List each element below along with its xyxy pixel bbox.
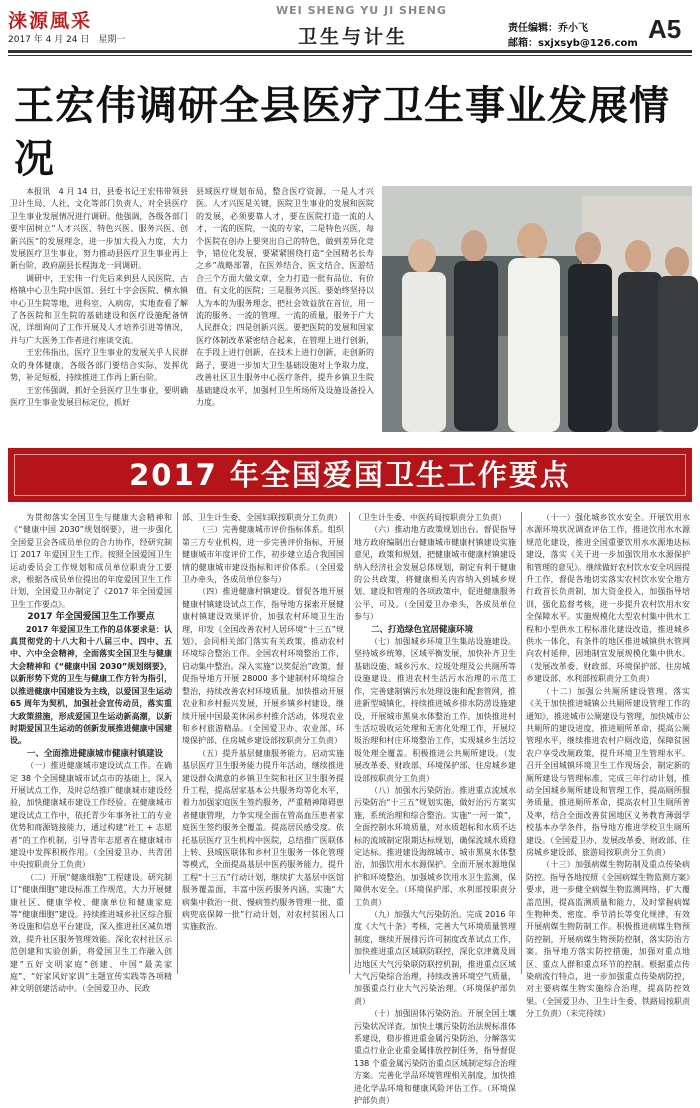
paragraph: 2017 年爱国卫生工作的总体要求是：认真贯彻党的十八大和十八届三中、四中、五中、六中全会精神，全面落实全国卫生与健康大会精神和《“健康中国 2030”规划纲要》，以新形势下党的卫生与健康工作方针为指引，以推进健康中国建设为主线，以爱国卫生运动 65 周年为契机，加强社会宣传动员，落实重大政策措施，形成爱国卫生运动新高潮，以新时期爱国卫生运动的创新发展推进健康中国建设。 [10, 624, 172, 746]
page-number: A5 [648, 14, 682, 44]
paragraph: 本报讯 4 月 14 日，县委书记王宏伟带领县卫计生局、人社、文化等部门负责人，对全县医疗卫生事业发展情况进行调研。他强调，各级各部门要牢固树立“人才兴医、特色兴医、服务兴医、创新兴医”的发展理念，进一步加大投入力度，大力发展医疗卫生事业，努力推动县医疗卫生事业再上新台阶，政府副县长程海龙一同调研。 [10, 187, 188, 271]
paragraph: （十）加强固体污染防治。开展全国土壤污染状况详查，加快土壤污染防治法规标准体系建设，稳步推进重金属污染防治，分解落实重点行业企业重金属排放控制任务，指导督促 138 个重金属污染防治重点区域制定综合治理方案。完善化学品环境管理相关制度，加快推进化学品环境和健康风险评估工作。（环境保护部负责） [354, 1009, 516, 1106]
paragraph: （九）加强大气污染防治。完成 2016 年度《大气十条》考核，完善大气环境质量管理制度，继续开展排污许可制度改革试点工作，加快推进重点区域联防联控，深化京津冀及周边地区大气污染联防联控机制，推进重点区域大气污染综合治理，持续改善环境空气质量，加强重点行业大气污染治理。（环境保护部负责） [354, 910, 516, 1006]
paragraph: 调研中，王宏伟一行先后来到县人民医院、古格镇中心卫生院中医馆、县红十字会医院、横水镇中心卫生院等地，进科室、入病房，实地查看了解了各医院和卫生院的基础建设和医疗设施配备情况，详细询问了工作开展及人才培养引进等情况，并与广大医务工作者进行座谈交流。 [10, 273, 188, 345]
article1-column-2 [196, 186, 374, 442]
section-heading: 二、打造绿色宜居健康环境 [371, 624, 474, 635]
editor-email: 邮箱：sxjxsyb@126.com [508, 38, 638, 49]
column-divider [349, 512, 350, 974]
article-headline: 王宏伟调研全县医疗卫生事业发展情况 [14, 83, 670, 182]
paragraph: （十二）加强公共厕所建设管理。落实《关于加快推进城镇公共厕所建设管理工作的通知》，推进城市公厕建设与管理，加快城市公共厕所的建设进度，推进厕所革命，提高公厕管理水平，继续推进农村户厕改造，保障贫困农户享受改厕政策，提升环境卫生管理水平。召开全国城镇环境卫生工作现场会，制定新的厕所建设与管理标准，完成三年行动计划，推动全国城乡厕所建设和管理工作，提高厕所服务质量，推进厕所革命，提高农村卫生厕所普及率，结合全面改善贫困地区义务教育薄弱学校基本办学条件，指导地方推进学校卫生厕所建设。（全国爱卫办、发展改革委、财政部、住房城乡建设部、旅游局按职责分工负责） [526, 686, 690, 857]
paragraph: 为贯彻落实全国卫生与健康大会精神和《“健康中国 2030”规划纲要》，进一步强化全国爱卫会各成员单位的合力协作，经研究制订 2017 年爱国卫生工作。按照全国爱国卫生运动委员会工作规划和成员单位职责分工要求，根据各成员单位提出的年度爱国卫生工作计划，全国爱卫办制定了《2017 年全国爱国卫生工作要点》。 [10, 513, 172, 609]
paragraph: （六）推动地方政策规划出台。督促指导地方政府编制出台健康城市健康村镇建设实施意见，政策和规划，把健康城市健康村镇建设纳入经济社会发展总体规划，制定有利于健康的公共政策，将健康相关内容纳入到城乡规划、建设和管理的各项政策中，促进健康服务公平、可及。（全国爱卫办牵头，各成员单位参与） [354, 525, 516, 622]
paragraph: （三）完善健康城市评价指标体系。组织第三方专业机构，进一步完善评价指标，开展健康城市年度评价工作，初步建立适合我国国情的健康城市建设指标和评价体系。（全国爱卫办牵头，各成员单位参与） [182, 525, 344, 585]
article2-column-2 [182, 512, 344, 974]
article1-column-1 [10, 186, 188, 442]
column-divider [177, 512, 178, 974]
article2-subhead: 2017 年全国爱国卫生工作要点 [27, 612, 155, 623]
column-divider [521, 512, 522, 974]
paragraph: （十一）强化城乡饮水安全。开展饮用水水源环境状况调查评估工作，推进饮用水水源规范化建设，推进全国重要饮用水水源地达标建设，落实《关于进一步加强饮用水水源保护和管理的意见》。继续做好农村饮水安全巩固提升工作，督促各地切实落实农村饮水安全地方行政首长负责制，加大资金投入，加强指导培训，强化监督考核，进一步提升农村饮用水安全保障水平。实施规模化大型农村集中供水工程和小型供水工程标准化建设改造，推进城乡供水一体化，有条件的地区推进城镇供水管网向农村延伸，因地制宜发展规模化集中供水。（发展改革委、财政部、环境保护部、住房城乡建设部、水利部按职责分工负责） [526, 513, 690, 684]
paragraph: （二）开展“健康细胞”工程建设。研究制订“健康细胞”建设标准工作规范，大力开展健康社区、健康学校、健康单位和健康家庭等“健康细胞”建设。持续推进城乡社区综合服务设施和信息平台建设，深入推进社区减负增效，提升社区服务管理效能。深化农村社区示范创建和实验创新，将爱国卫生工作融入创建“五好文明家庭”创建、中国“最美家庭”、“好家风好家训”主题宣传实践等各项精神文明创建活动中。（全国爱卫办、民政 [10, 872, 172, 994]
paragraph: 部、卫生计生委、全国妇联按职责分工负责） [182, 513, 342, 522]
paragraph: （四）推进健康村镇建设。督促各地开展健康村镇建设试点工作，指导地方探索开展健康村镇建设效果评价，加强农村环境卫生治理，印发《全国改善农村人居环境“十三五”规划》，会同相关部门落实有关政策，推动农村环境综合整治工作。全国农村环境整治工作，启动集中整治。深入实施“以奖促治”政策，督促指导地方开展 28000 多个建制村环境综合整治，持续改善农村环境质量。加快推动开展农业和乡村振兴发展，开展乡镇乡村建设，继续开展中国最美休闲乡村推介活动，体现农业和乡村旅游精品。（全国爱卫办、农业部、环境保护部、住房城乡建设部按职责分工负责） [182, 587, 344, 746]
news-photo [382, 186, 692, 432]
section-pinyin: WEI SHENG YU JI SHENG [276, 4, 447, 17]
paragraph: （八）加强水污染防治。推进重点流域水污染防治“十三五”规划实施，做好治污方案实施，系统治理和综合整治。实施“一河一策”，全面控制水环境质量，对水质超标和水质不达标的流域制定限期达标规划，确保流域水质稳定达标。推进建设海绵城市、城市黑臭水体整治，加强饮用水水源保护。全面开展水源地保护和环境整治，加强城乡饮用水卫生监测，保障供水安全。（环境保护部、水利部按职责分工负责） [354, 785, 516, 907]
section-heading: 一、全面推进健康城市健康村镇建设 [27, 748, 164, 759]
editor-credit: 责任编辑：乔小飞 [508, 23, 588, 34]
paragraph: 县域医疗规划布局，整合医疗资源，一是人才兴医。人才兴医是关键，医院卫生事业的发展和医院的发展，必须要靠人才，要在医院打造一流的人才，一流的医院，一流的专家，二是特色兴医，每个医院在创办上要突出自己的特色，做到差异化竞争，错位化发展，要紧紧围绕打造“全国精名长寿之乡”战略部署，在医养结合、医文结合、医游结合三个方面大做文章，全力打造一批有品位、有价值、有文化的医院；三是服务兴医。要始终坚持以人为本的为服务理念，把社会效益放在首位，用一流的服务、一流的管理、一流的质量，服务于广大人民群众；四是创新兴医。要把医院的发展和国家医疗体制改革紧密结合起来，在管理上进行创新，在手段上进行创新，在技术上进行创新，走创新的路子，要进一步加大卫生基础设施对上争取力度，改善社区卫生服务中心医疗条件，提升乡镇卫生院基础建设水平，加强村卫生所场所及设施设备投入力度。 [196, 187, 374, 407]
article2-column-1 [10, 512, 172, 994]
paragraph: （卫生计生委、中医药局按职责分工负责） [354, 513, 506, 522]
issue-date: 2017 年 4 月 24 日 星期一 [8, 35, 126, 45]
paragraph: （七）加强城乡环境卫生集站设施建设。坚持城乡统筹，区域平衡发展，加快补齐卫生基础设施、城乡污水、垃圾处理及公共厕所等设施建设。推进农村生活污水治理的示范工作，完善建制镇污水处理设施和配套管网，推进新型城镇化，持续推进城乡排水防涝设施建设，开展城市黑臭水体整治工作。加快推进村生活垃圾收运处理和无害化处理工作，开展垃圾治理和村庄环境整治工作，实现城乡生活垃圾处理全覆盖。积极推进公共厕所建设。（发展改革委、财政部、环境保护部、住房城乡建设部按职责分工负责） [354, 637, 516, 783]
paragraph: （五）提升基层健康服务能力。启动实施基层医疗卫生服务能力提升年活动，继续推进建设群众满意的乡镇卫生院和社区卫生服务提升工程，提高居家基本公共服务均等化水平，着力加强家庭医生签约服务，严重精神障碍患者健康管理，力争实现全面在管高血压患者家庭医生签约服务全覆盖。提高居民感受度。依托基层医疗卫生机构中医院，总结推广医联体上转、县域医联体和乡村卫生服务一体化管理等模式，全面提高基层中医药服务能力，提升工程“十三五”行动计划，继续扩大基层中医馆服务覆盖面，丰富中医药服务内涵，实施“大病集中救治一批、慢病签约服务管理一批、重病兜底保障一批”行动计划，对农村贫困人口实施救治。 [182, 748, 344, 932]
article2-column-3 [354, 512, 516, 1106]
article2-column-4 [526, 512, 690, 1019]
paragraph: 王宏伟指出，医疗卫生事业的发展关乎人民群众的身体健康，各级各部门要结合实际，发挥优势，补足短板，持续推进工作再上新台阶。 [10, 348, 188, 383]
masthead-name: 涞源風采 [8, 10, 93, 32]
header-rule [8, 50, 692, 53]
section-banner [8, 448, 692, 502]
section-title: 卫生与计生 [298, 26, 409, 48]
paragraph: 王宏伟强调，抓好全县医疗卫生事业，要明确医疗卫生事业发展目标定位，抓好 [10, 385, 188, 407]
header-rule-thin [8, 55, 692, 56]
paragraph: （一）推进健康城市建设试点工作。在确定 38 个全国健康城市试点市的基础上，深入开展试点工作，及时总结推广健康城市建设经验，加快健康城市建设工作经验。在健康城市建设试点工作中，依托青少年事务社工的专业优势和商源链接能力，通过构建“社工 + 志愿者”的工作机制，引导青年志愿者在健康城市建设中发挥积极作用。（全国爱卫办、共青团中央按职责分工负责） [10, 761, 172, 870]
paragraph: （十三）加强病媒生物防制及重点传染病防控。指导各地按照《全国病媒生物监测方案》要求，进一步健全病媒生物监测网络，扩大覆盖范围，提高监测质量和能力，及时掌握病媒生物种类、密度、季节消长等变化规律，有效开展病媒生物防制工作。积极推进病媒生物预防控制，开展病媒生物预防控制，落实防治方案。指导地方落实防控措施，加强对重点地区、重点人群和重点环节的控制。根据重点传染病流行特点，进一步加强重点传染病防控，对主要病媒生物实施综合治理，提高防控效果。（全国爱卫办、卫生计生委、铁路局按职责分工负责）（未完待续） [526, 860, 690, 1019]
photo-illustration [382, 186, 692, 432]
banner-title: 2017 年全国爱国卫生工作要点 [129, 458, 571, 492]
